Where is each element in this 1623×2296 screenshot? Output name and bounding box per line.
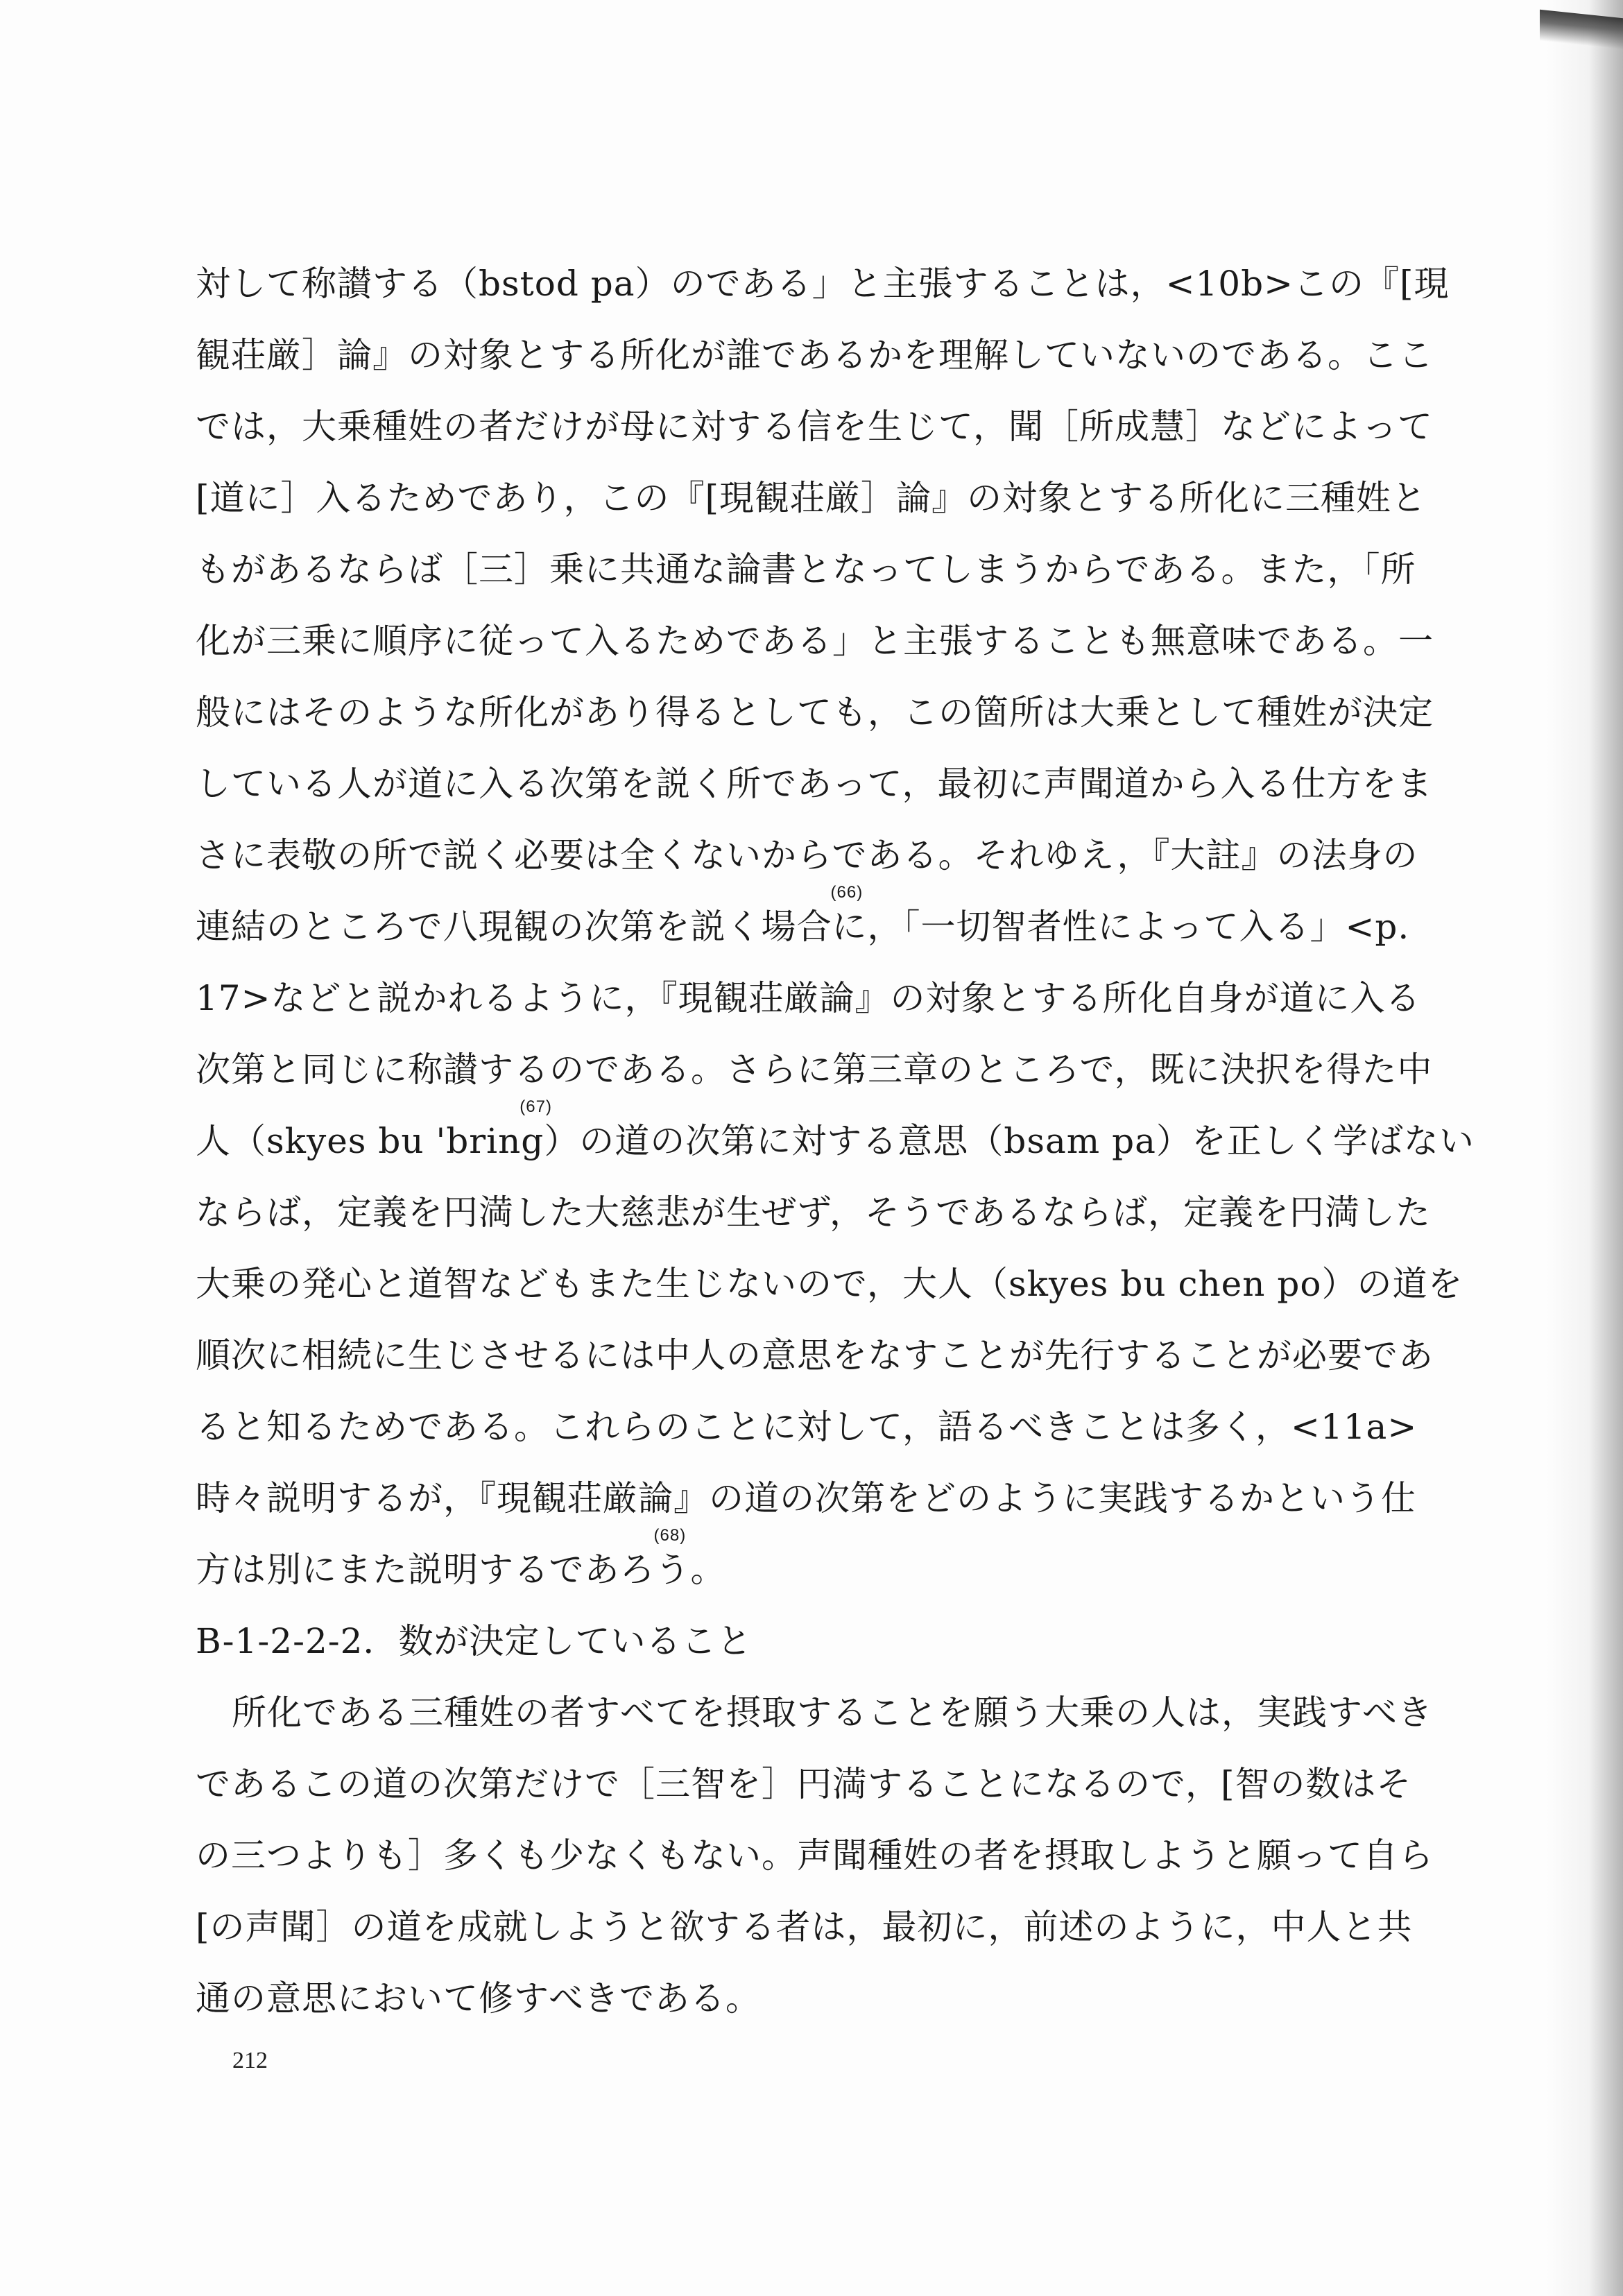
text-segment: ，「一切智者性によって入る」<p. [867,907,1410,947]
text-line: 観荘厳］論』の対象とする所化が誰であるかを理解していないのである。ここ [196,335,1434,375]
text-line: 17>などと説かれるように，『現観荘厳論』の対象とする所化自身が道に入る [196,978,1421,1018]
text-line: であるこの道の次第だけで［三智を］円満することになるので，[智の数はそ [196,1764,1412,1804]
text-line: 次第と同じに称讃するのである。さらに第三章のところで，既に決択を得た中 [196,1050,1433,1090]
footnote-anchor [653,1526,691,1590]
text-line: 化が三乗に順序に従って入るためである」と主張することも無意味である。一 [196,621,1434,661]
footnote-anchor [830,883,868,947]
text-line: 通の意思において修すべきである。 [196,1978,761,2019]
text-line: ると知るためである。これらのことに対して，語るべきことは多く，<11a> [196,1407,1418,1447]
text-segment: う [655,1550,691,1590]
text-line: [道に］入るためであり，この『[現観荘厳］論』の対象とする所化に三種姓と [196,478,1427,518]
text-line: の三つよりも］多くも少なくもない。声聞種姓の者を摂取しようと願って自ら [196,1835,1434,1876]
text-line [196,1526,1423,1606]
text-line: 順次に相続に生じさせるには中人の意思をなすことが先行することが必要であ [196,1335,1434,1376]
body-text [196,248,1475,2034]
scan-edge-shadow [1547,0,1623,2296]
text-line: 所化である三種姓の者すべてを摂取することを願う大乗の人は，実践すべき [232,1693,1433,1733]
text-segment: ）の道の次第に対する意思（bsam pa）を正しく学ばない [544,1121,1475,1161]
footnote-marker[interactable]: (66) [830,883,864,902]
page-number: 212 [232,2048,268,2073]
text-line: では，大乗種姓の者だけが母に対する信を生じて，聞［所成慧］などによって [196,406,1433,447]
text-segment: g [521,1121,544,1161]
text-segment: 。 [690,1550,726,1590]
text-line: さに表敬の所で説く必要は全くないからである。それゆえ，『大註』の法身の [196,835,1418,875]
footnote-anchor [519,1097,552,1161]
footnote-marker[interactable]: (68) [653,1526,687,1545]
text-segment: 連結のところで八現観の次第を説く場合 [196,907,832,947]
text-segment: に [832,907,868,947]
text-line: している人が道に入る次第を説く所であって，最初に声聞道から入る仕方をま [196,764,1433,804]
text-line: 般にはそのような所化があり得るとしても，この箇所は大乗として種姓が決定 [196,692,1434,733]
text-line: 大乗の発心と道智などもまた生じないので，大人（skyes bu chen po）の道を [196,1264,1463,1304]
text-line [196,1097,1475,1177]
section-heading: B-1-2-2-2．数が決定していること [196,1621,753,1661]
text-line [196,883,1423,963]
text-segment: 人（skyes bu 'brin [196,1121,522,1161]
text-line: [の声聞］の道を成就しようと欲する者は，最初に，前述のように，中人と共 [196,1907,1413,1947]
text-line: ならば，定義を円満した大慈悲が生ぜず，そうであるならば，定義を円満した [196,1192,1431,1233]
text-line: 対して称讃する（bstod pa）のである」と主張することは，<10b>この『[現 [196,264,1450,304]
text-line: 時々説明するが，『現観荘厳論』の道の次第をどのように実践するかという仕 [196,1478,1416,1518]
text-line: もがあるならば［三］乗に共通な論書となってしまうからである。また，「所 [196,549,1416,590]
footnote-marker[interactable]: (67) [519,1097,552,1116]
text-segment: 方は別にまた説明するであろ [196,1550,655,1590]
